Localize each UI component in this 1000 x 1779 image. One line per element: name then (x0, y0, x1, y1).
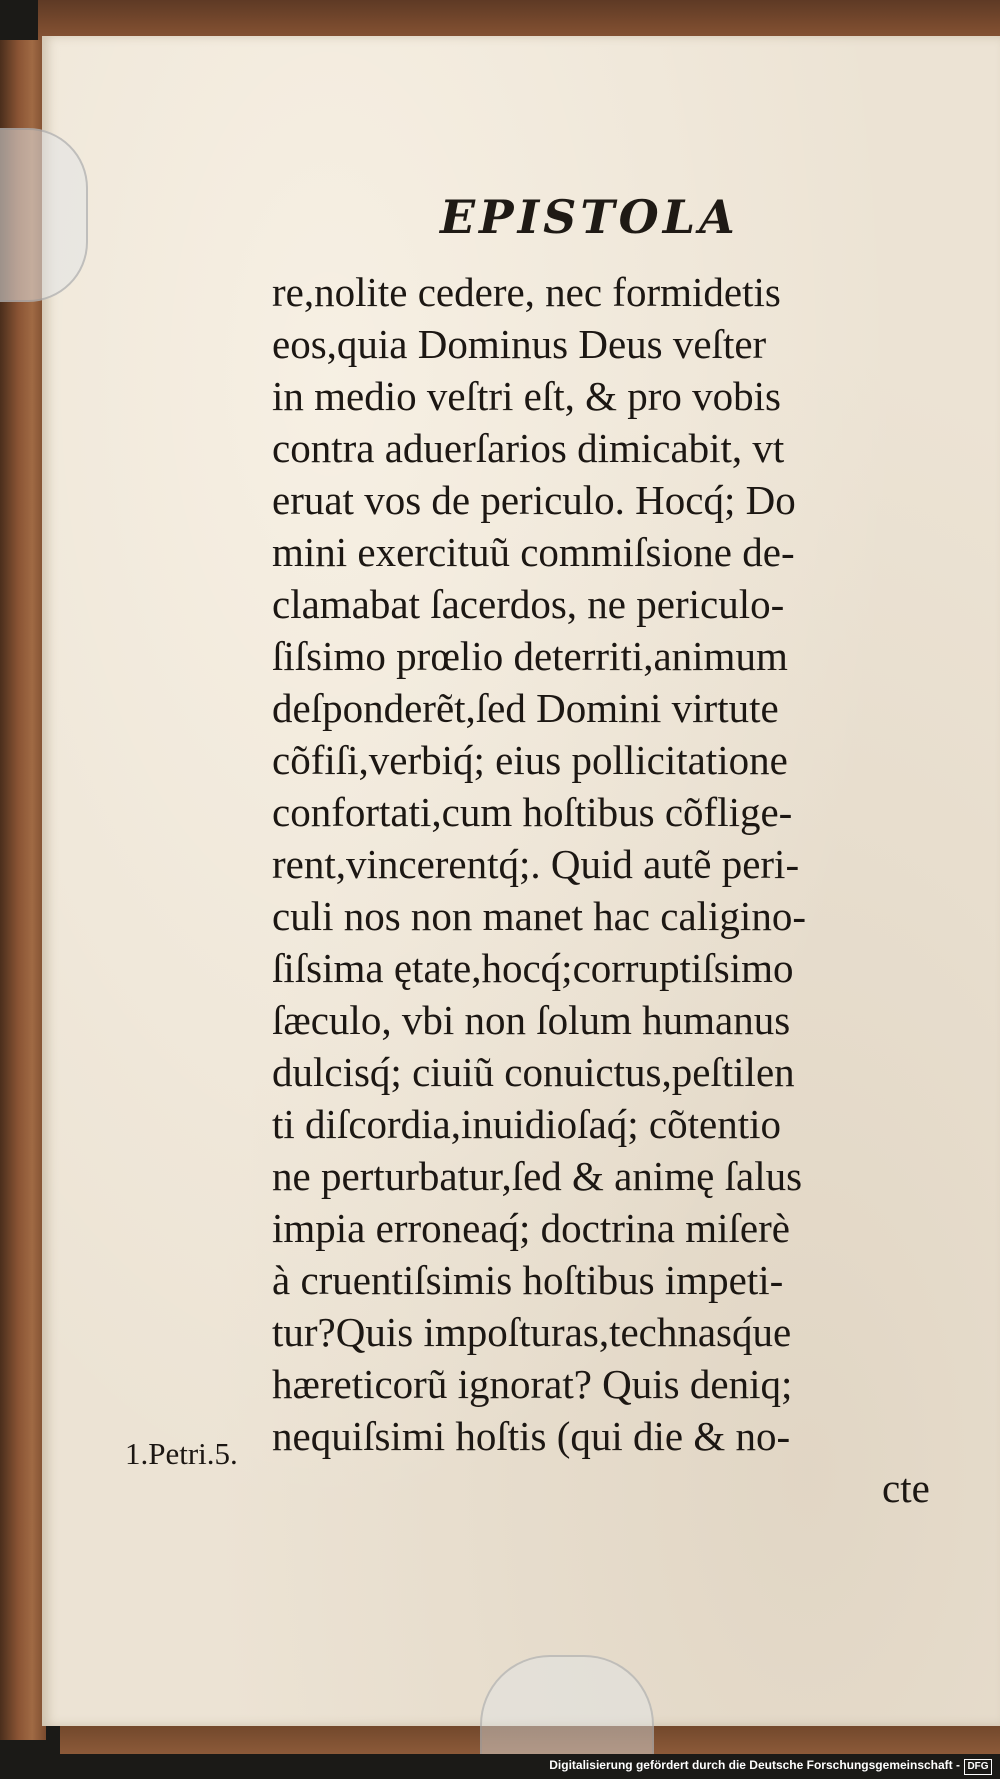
text-line: ſiſsima ętate,hocq́;corruptiſsimo (272, 945, 794, 991)
text-line: hæreticorũ ignorat? Quis deniq; (272, 1361, 793, 1407)
text-line: ſæculo, vbi non ſolum humanus (272, 997, 791, 1043)
catchword: cte (882, 1465, 930, 1511)
text-line: rent,vincerentq́;. Quid autẽ peri- (272, 841, 800, 887)
text-line: confortati,cum hoſtibus cõflige- (272, 789, 793, 835)
text-line: culi nos non manet hac caligino- (272, 893, 806, 939)
text-line: clamabat ſacerdos, ne periculo- (272, 581, 785, 627)
body-text (272, 266, 952, 1514)
text-line: dulcisq́; ciuiũ conuictus,peſtilen (272, 1049, 795, 1095)
text-line: impia erroneaq́; doctrina miſerè (272, 1205, 790, 1251)
footer-credit: Digitalisierung gefördert durch die Deutsche Forschungsgemeinschaft - (549, 1758, 960, 1772)
marginal-note: 1.Petri.5. (125, 1436, 238, 1471)
text-line: eruat vos de periculo. Hocq́; Do (272, 477, 796, 523)
page-clip-left (0, 128, 88, 302)
text-line: nequiſsimi hoſtis (qui die & no- (272, 1413, 791, 1459)
text-line: cõfiſi,verbiq́; eius pollicitatione (272, 737, 788, 783)
text-line: à cruentiſsimis hoſtibus impeti- (272, 1257, 784, 1303)
text-line: contra aduerſarios dimicabit, vt (272, 425, 785, 471)
text-line: tur?Quis impoſturas,technasq́ue (272, 1309, 792, 1355)
text-line: eos,quia Dominus Deus veſter (272, 321, 767, 367)
text-line: re,nolite cedere, nec formidetis (272, 269, 781, 315)
text-line: ti diſcordia,inuidioſaq́; cõtentio (272, 1101, 781, 1147)
text-line: deſponderẽt,ſed Domini virtute (272, 685, 779, 731)
dfg-logo-icon: DFG (964, 1759, 992, 1775)
text-line: mini exercituũ commiſsione de- (272, 529, 795, 575)
running-heading: EPISTOLA (440, 190, 739, 244)
text-line: ne perturbatur,ſed & animę ſalus (272, 1153, 803, 1199)
text-line: in medio veſtri eſt, & pro vobis (272, 373, 782, 419)
text-line: ſiſsimo prœlio deterriti,animum (272, 633, 788, 679)
page-clip-bottom (480, 1655, 654, 1757)
